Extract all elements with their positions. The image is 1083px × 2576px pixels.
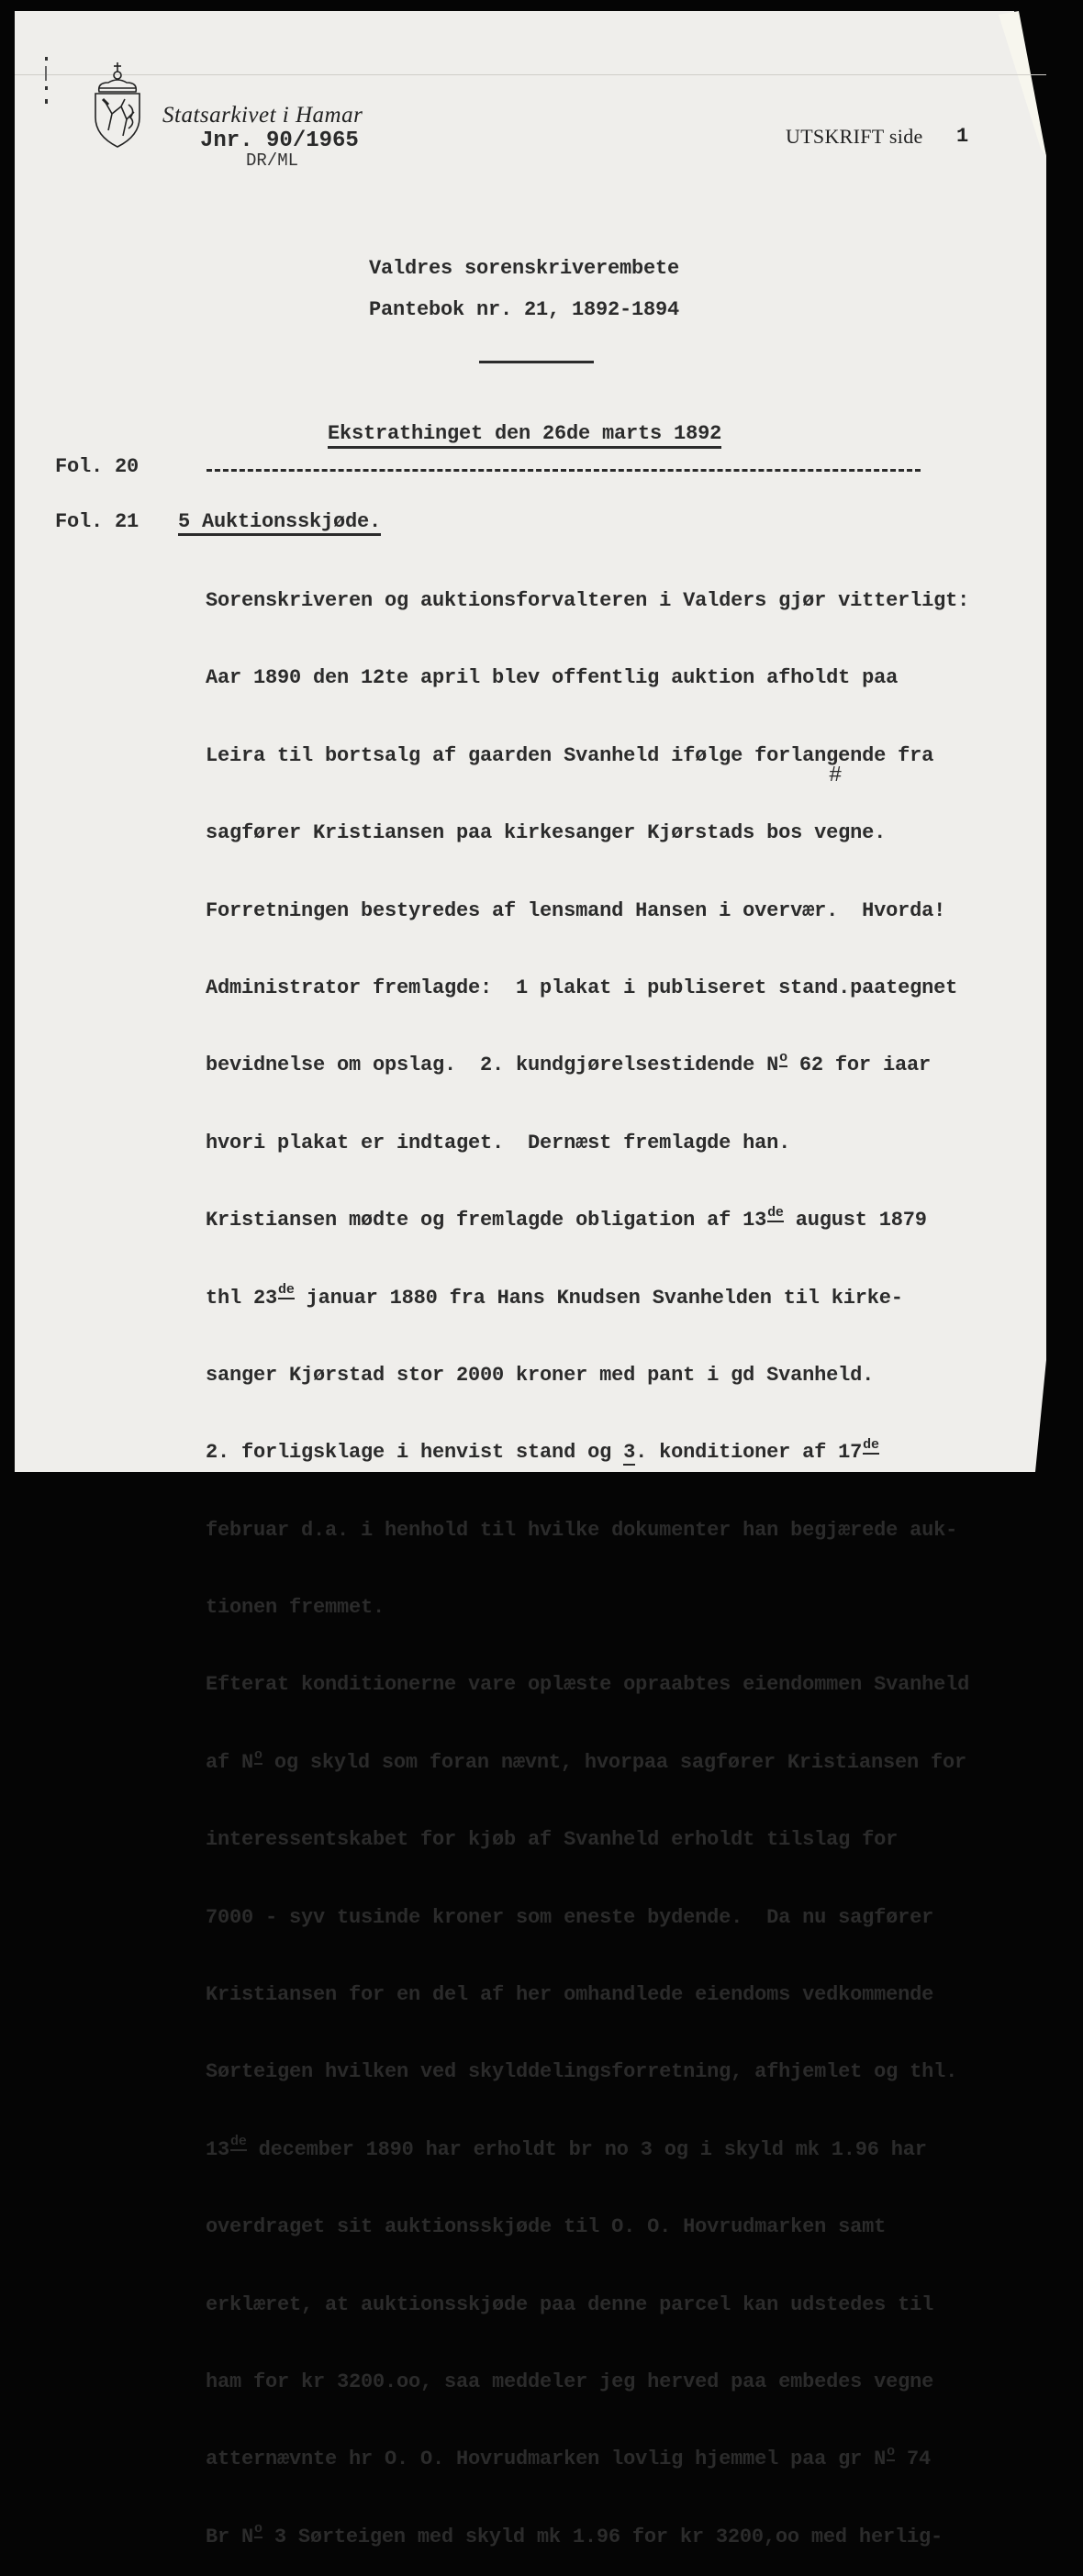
text-run: august 1879 bbox=[783, 1209, 927, 1232]
body-line: erklæret, at auktionsskjøde paa denne parcel kan udstedes til bbox=[206, 2292, 934, 2316]
body-line bbox=[206, 2444, 969, 2475]
underlined-number: 3 bbox=[623, 1441, 636, 1465]
superscript: o bbox=[779, 1050, 787, 1066]
superscript: o bbox=[254, 2521, 262, 2537]
body-line bbox=[206, 1437, 969, 1468]
body-line: Kristiansen for en del af her omhandlede eiendoms vedkommende bbox=[206, 1983, 934, 2007]
transcript-label: UTSKRIFT side bbox=[786, 125, 923, 148]
book-title: Pantebok nr. 21, 1892-1894 bbox=[369, 298, 680, 321]
body-line: Leira til bortsalg af gaarden Svanheld ifølge forlangende fra bbox=[206, 743, 934, 767]
superscript: de bbox=[278, 1282, 295, 1299]
text-run: af N bbox=[206, 1750, 254, 1774]
text-run: 74 bbox=[894, 2448, 931, 2471]
body-line: Aar 1890 den 12te april blev offentlig auktion afholdt paa bbox=[206, 666, 899, 690]
text-run: december 1890 har erholdt br no 3 og i skyld mk 1.96 har bbox=[246, 2137, 927, 2161]
text-run: 13 bbox=[206, 2137, 230, 2161]
text-run: . konditioner af 17 bbox=[635, 1441, 863, 1465]
initials: DR/ML bbox=[246, 151, 299, 171]
body-line: sanger Kjørstad stor 2000 kroner med pant i gd Svanheld. bbox=[206, 1363, 875, 1387]
body-line: sagfører Kristiansen paa kirkesanger Kjørstads bos vegne. bbox=[206, 821, 887, 845]
folio-21-label: Fol. 21 bbox=[55, 510, 140, 533]
section-heading: 5 Auktionsskjøde. bbox=[178, 510, 381, 536]
text-run: 3 Sørteigen med skyld mk 1.96 for kr 3200,oo med herlig- bbox=[262, 2525, 943, 2548]
norwegian-coat-of-arms-icon bbox=[90, 61, 145, 149]
archive-name: Statsarkivet i Hamar bbox=[162, 103, 363, 128]
dashed-divider bbox=[207, 469, 921, 472]
superscript: de bbox=[863, 1436, 879, 1453]
body-line: hvori plakat er indtaget. Dernæst fremlagde han. bbox=[206, 1131, 791, 1154]
session-heading: Ekstrathinget den 26de marts 1892 bbox=[328, 422, 721, 449]
body-line bbox=[206, 2135, 969, 2166]
text-run: atternævnte hr O. O. Hovrudmarken lovlig hjemmel paa gr N bbox=[206, 2448, 887, 2471]
body-line: tionen fremmet. bbox=[206, 1596, 385, 1620]
text-run: Kristiansen mødte og fremlagde obligation af 13 bbox=[206, 1209, 767, 1232]
body-line bbox=[206, 1283, 969, 1314]
text-run: Br N bbox=[206, 2525, 254, 2548]
body-line bbox=[206, 1747, 969, 1779]
folio-20-label: Fol. 20 bbox=[55, 455, 140, 478]
text-run: thl 23 bbox=[206, 1286, 278, 1310]
text-run: 2. forligsklage i henvist stand og bbox=[206, 1441, 624, 1465]
body-line: Administrator fremlagde: 1 plakat i publiseret stand.paategnet bbox=[206, 976, 958, 999]
body-line: Sorenskriveren og auktionsforvalteren i Valders gjør vitterligt: bbox=[206, 589, 970, 612]
superscript: o bbox=[254, 1746, 262, 1763]
body-line bbox=[206, 2522, 969, 2553]
scan-artifact-line bbox=[15, 74, 1046, 75]
body-line bbox=[206, 1205, 969, 1236]
text-run: bevidnelse om opslag. 2. kundgjørelsestidende N bbox=[206, 1054, 779, 1077]
page-number: 1 bbox=[956, 125, 969, 148]
body-line bbox=[206, 1050, 969, 1081]
title-divider bbox=[479, 361, 594, 363]
body-line: 7000 - syv tusinde kroner som eneste bydende. Da nu sagfører bbox=[206, 1905, 934, 1929]
document-body bbox=[206, 540, 969, 2576]
text-run: og skyld som foran nævnt, hvorpaa sagfører Kristiansen for bbox=[262, 1750, 966, 1774]
body-line: ham for kr 3200.oo, saa meddeler jeg herved paa embedes vegne bbox=[206, 2370, 934, 2393]
text-run: januar 1880 fra Hans Knudsen Svanhelden til kirke- bbox=[294, 1286, 903, 1310]
text-run: 62 for iaar bbox=[787, 1054, 931, 1077]
margin-mark: # bbox=[829, 764, 843, 788]
body-line: overdraget sit auktionsskjøde til O. O. Hovrudmarken samt bbox=[206, 2215, 887, 2239]
superscript: de bbox=[230, 2134, 247, 2150]
superscript: de bbox=[767, 1204, 784, 1221]
body-line: interessentskabet for kjøb af Svanheld erholdt tilslag for bbox=[206, 1828, 899, 1852]
body-line: februar d.a. i henhold til hvilke dokumenter han begjærede auk- bbox=[206, 1518, 958, 1542]
body-line: Efterat konditionerne vare oplæste opraabtes eiendommen Svanheld bbox=[206, 1673, 970, 1697]
journal-number: Jnr. 90/1965 bbox=[200, 128, 359, 153]
superscript: o bbox=[887, 2444, 895, 2460]
office-title: Valdres sorenskriverembete bbox=[369, 257, 680, 280]
body-line: Sørteigen hvilken ved skylddelingsforretning, afhjemlet og thl. bbox=[206, 2060, 958, 2084]
body-line: Forretningen bestyredes af lensmand Hansen i overvær. Hvorda! bbox=[206, 898, 946, 922]
punch-marks bbox=[45, 57, 49, 108]
